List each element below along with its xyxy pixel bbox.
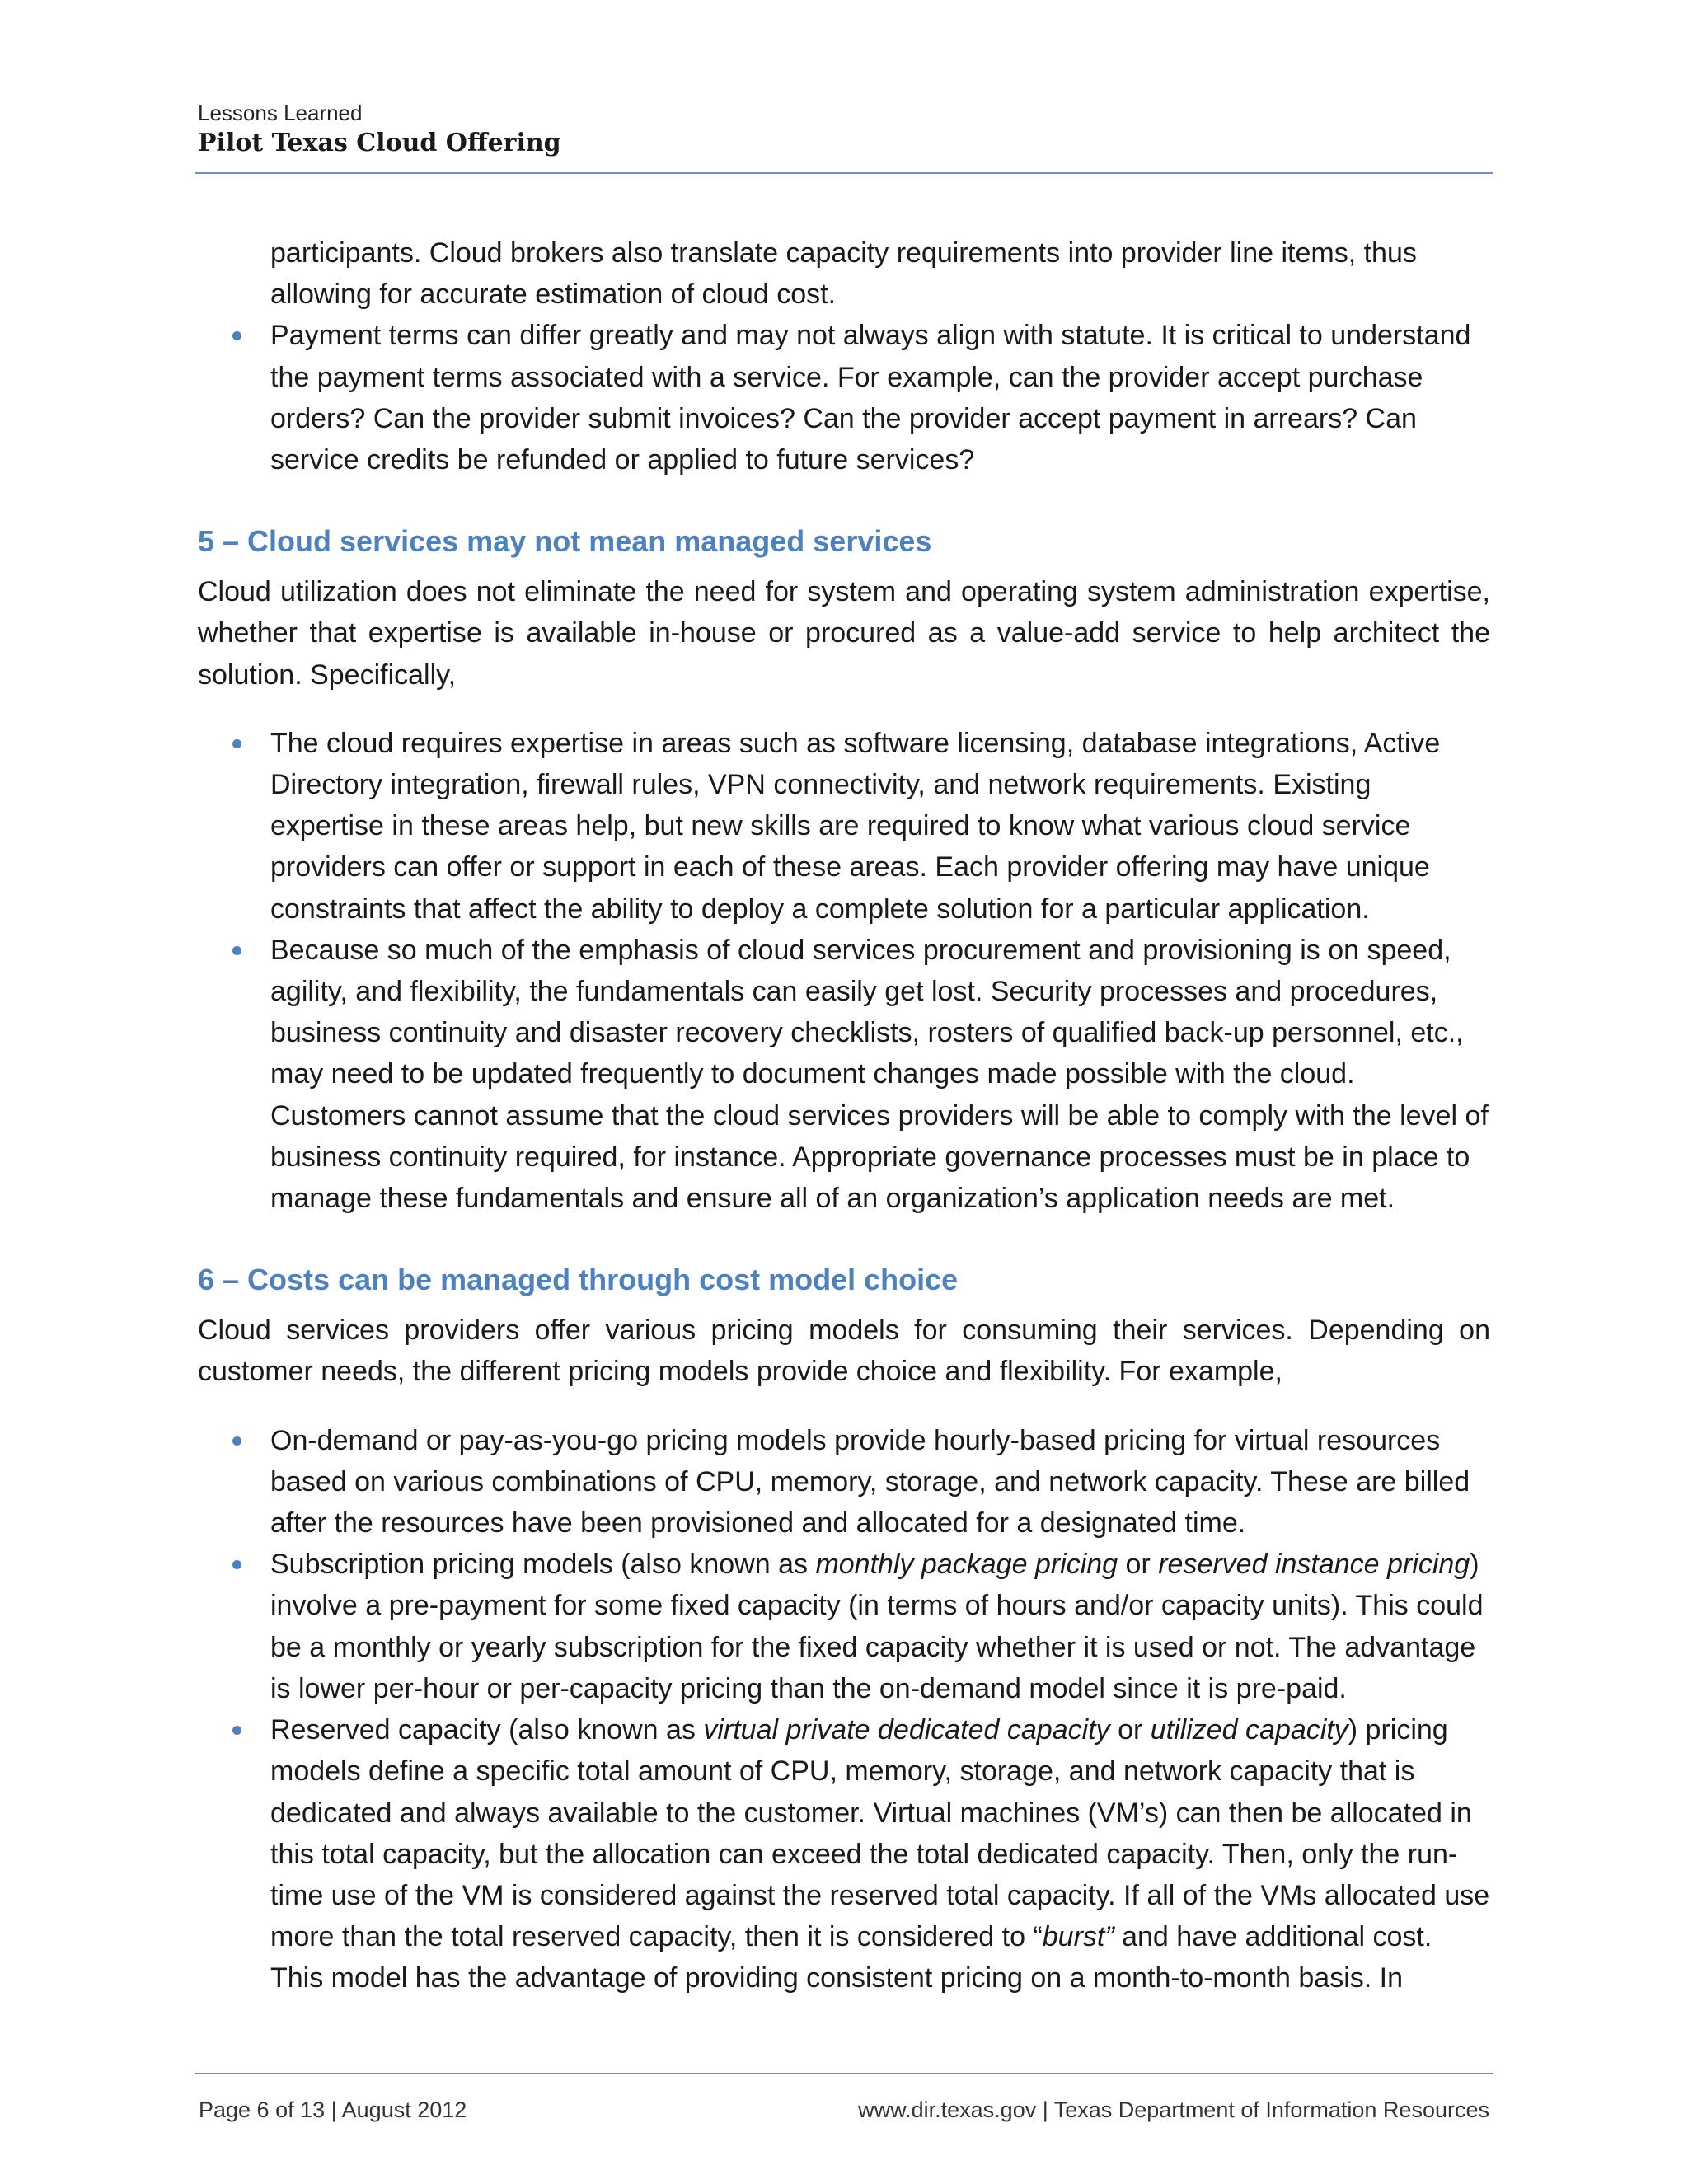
section-5-heading: 5 – Cloud services may not mean managed services [198, 524, 932, 559]
bullet-emphasis: burst” [1042, 1921, 1114, 1953]
footer-rule [195, 2073, 1493, 2074]
page-content [198, 232, 1490, 1999]
bullet-text: ) pricing models define a specific total amount of CPU, memory, storage, and network capacity that is dedicated and always available to the customer. Virtual machines (VM’s) can then be allocated in this total capacity, but the allocation can exceed the total dedicated capacity. Then, only the run-time use of the VM is considered against the reserved total capacity. If all of the VMs allocated use more than the total reserved capacity, then it is considered to “ [270, 1714, 1490, 1953]
header-title: Pilot Texas Cloud Offering [198, 129, 561, 157]
bullet-text: Subscription pricing models (also known as [270, 1549, 816, 1581]
bullet-payment-terms: Payment terms can differ greatly and may not always align with statute. It is critical to understand the payment terms associated with a service. For example, can the provider accept purchase orders? Can the provider submit invoices? Can the provider accept payment in arrears? Can service credits be refunded or applied to future services? [270, 315, 1490, 480]
bullet-text: and have additional cost. This model has the advantage of providing consistent pricing on a month-to-month basis. In [270, 1921, 1432, 1994]
bullet-emphasis: utilized capacity [1150, 1714, 1348, 1746]
section-5-intro: Cloud utilization does not eliminate the need for system and operating system administration expertise, whether that expertise is available in-house or procured as a value-add service to help architect the solution. Specifically, [198, 576, 1490, 691]
bullet-emphasis: reserved instance pricing [1158, 1549, 1470, 1581]
header-rule [195, 172, 1493, 174]
continued-paragraph: participants. Cloud brokers also translate capacity requirements into provider line items, thus allowing for accurate estimation of cloud cost. [270, 237, 1417, 311]
footer-org-info: www.dir.texas.gov | Texas Department of Information Resources [858, 2097, 1489, 2122]
bullet-text: ) involve a pre-payment for some fixed capacity (in terms of hours and/or capacity units). This could be a monthly or yearly subscription for the fixed capacity whether it is used or not. The advantage is lower per-hour or per-capacity pricing than the on-demand model since it is pre-paid. [270, 1549, 1484, 1704]
section-6-heading: 6 – Costs can be managed through cost model choice [198, 1263, 959, 1297]
bullet-cloud-expertise: The cloud requires expertise in areas such as software licensing, database integrations, Active Directory integration, firewall rules, VPN connectivity, and network requirements. Existing expertise in these areas help, but new skills are required to know what various cloud service providers can offer or support in each of these areas. Each provider offering may have unique constraints that affect the ability to deploy a complete solution for a particular application. [270, 723, 1490, 930]
section-6-intro: Cloud services providers offer various pricing models for consuming their services. Depending on customer needs, the different pricing models provide choice and flexibility. For example, [198, 1315, 1490, 1388]
page-header [198, 99, 1493, 160]
section-6-bullet-list [198, 1420, 1490, 1999]
bullet-subscription-pricing [270, 1544, 1490, 1709]
bullet-text: Reserved capacity (also known as [270, 1714, 704, 1746]
bullet-reserved-capacity [270, 1709, 1490, 1999]
bullet-text: or [1118, 1549, 1159, 1581]
footer-page-info: Page 6 of 13 | August 2012 [199, 2097, 467, 2122]
section-5-bullet-list [198, 723, 1490, 1219]
header-subtitle: Lessons Learned [198, 101, 363, 125]
bullet-on-demand-pricing: On-demand or pay-as-you-go pricing models provide hourly-based pricing for virtual resources based on various combinations of CPU, memory, storage, and network capacity. These are billed after the resources have been provisioned and allocated for a designated time. [270, 1420, 1490, 1544]
bullet-emphasis: monthly package pricing [815, 1549, 1118, 1581]
bullet-fundamentals: Because so much of the emphasis of cloud services procurement and provisioning is on speed, agility, and flexibility, the fundamentals can easily get lost. Security processes and procedures, business continuity and disaster recovery checklists, rosters of qualified back-up personnel, etc., may need to be updated frequently to document changes made possible with the cloud. Customers cannot assume that the cloud services providers will be able to comply with the level of business continuity required, for instance. Appropriate governance processes must be in place to manage these fundamentals and ensure all of an organization’s application needs are met. [270, 930, 1490, 1219]
bullet-emphasis: virtual private dedicated capacity [703, 1714, 1110, 1746]
bullet-text: or [1109, 1714, 1151, 1746]
payment-bullet-list [198, 315, 1490, 480]
